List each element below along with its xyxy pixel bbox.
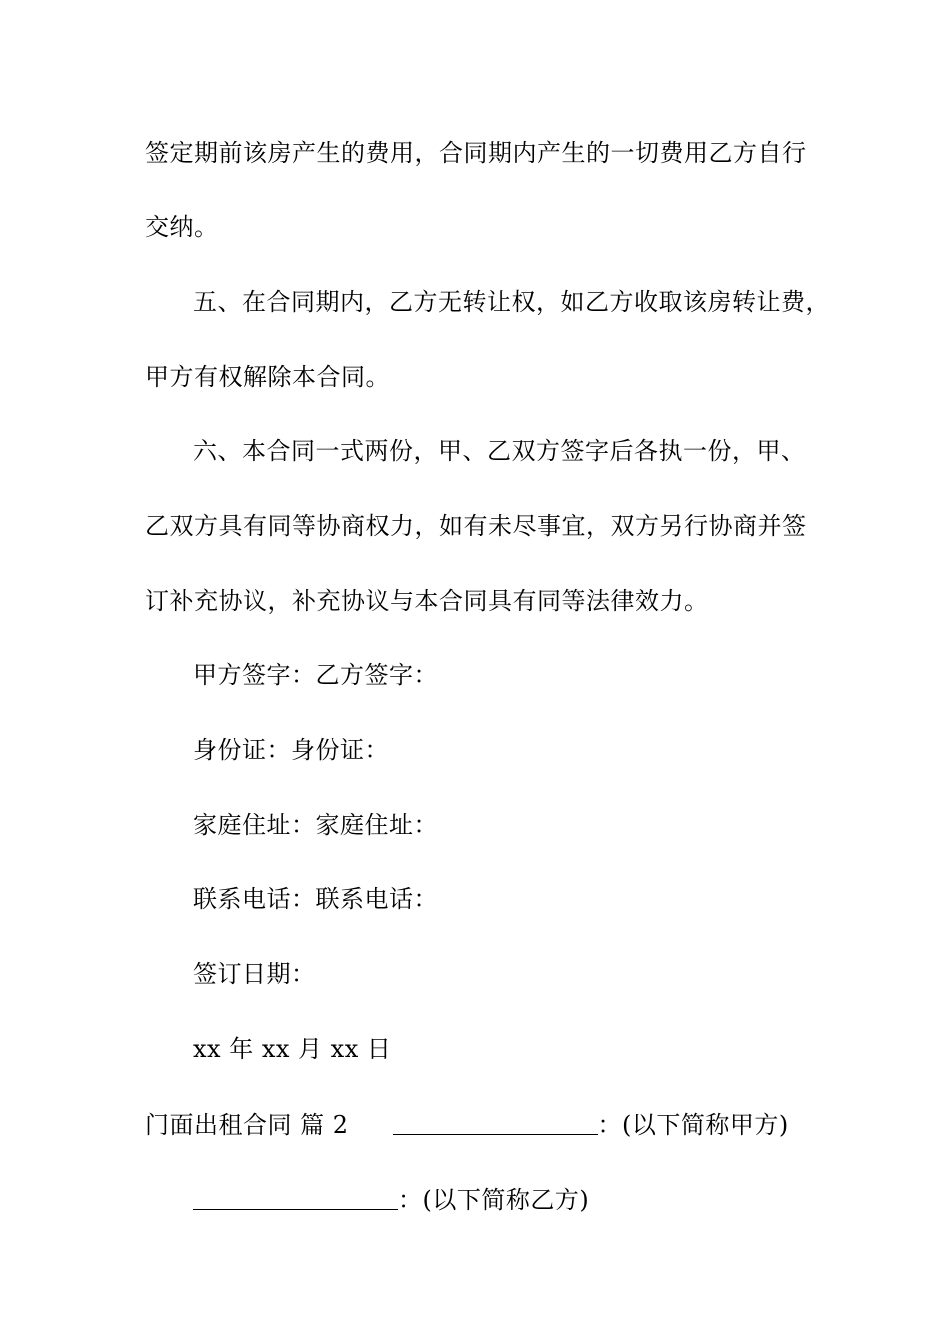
party-a-suffix: ：(以下简称甲方): [597, 1111, 789, 1139]
sign-date-value: xx 年 xx 月 xx 日: [193, 1035, 392, 1063]
clause-six-line-2: 乙双方具有同等协商权力，如有未尽事宜，双方另行协商并签: [145, 512, 807, 540]
paragraph-line-1: 签定期前该房产生的费用，合同期内产生的一切费用乙方自行: [145, 139, 807, 167]
signature-line: 甲方签字：乙方签字：: [193, 661, 438, 689]
id-card-line: 身份证：身份证：: [193, 736, 389, 764]
address-line: 家庭住址：家庭住址：: [193, 811, 438, 839]
clause-five-line-2: 甲方有权解除本合同。: [145, 363, 390, 391]
phone-line: 联系电话：联系电话：: [193, 885, 438, 913]
party-b-blank: [193, 1185, 398, 1210]
clause-five-line-1: 五、在合同期内，乙方无转让权，如乙方收取该房转让费，: [193, 288, 830, 316]
party-a-blank: [393, 1110, 598, 1135]
sign-date-label: 签订日期：: [193, 960, 316, 988]
party-b-line: [193, 1183, 589, 1215]
party-b-suffix: ：(以下简称乙方): [398, 1186, 590, 1214]
clause-six-line-1: 六、本合同一式两份，甲、乙双方签字后各执一份，甲、: [193, 437, 806, 465]
section2-header-line: [145, 1108, 789, 1140]
clause-six-line-3: 订补充协议，补充协议与本合同具有同等法律效力。: [145, 587, 709, 615]
paragraph-line-2: 交纳。: [145, 213, 219, 241]
section2-title: 门面出租合同 篇 2: [145, 1111, 349, 1139]
